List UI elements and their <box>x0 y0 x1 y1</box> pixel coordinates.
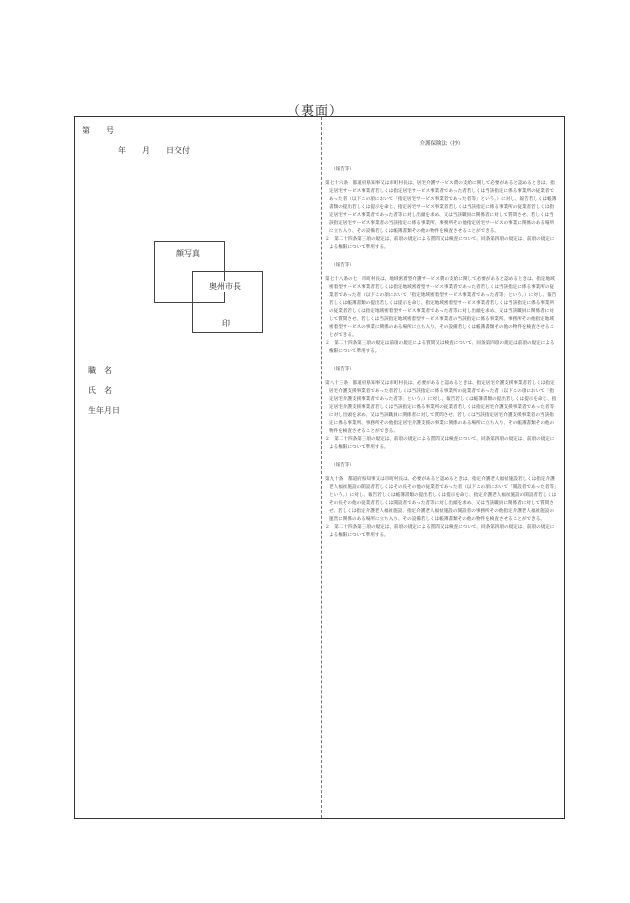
article-78-7 <box>325 262 558 356</box>
article-caption: （報告等） <box>331 167 354 172</box>
issue-date-label: 年 月 日交付 <box>118 146 190 155</box>
article-paragraph-2: ２ 第二十四条第三項の規定は、前項の規定による質問又は検査について、同条第四項の規定は、前項の規定による権限について準用する。 <box>325 525 555 538</box>
issuer-label: 奥州市長 <box>209 282 241 291</box>
article-body: 第八十三条 都道府県知事又は市町村長は、必要があると認めるときは、指定居宅介護支援事業者若しくは指定居宅介護支援事業者であった者若しくは当該指定に係る事業所の従業者であった者（以下この項において「指定居宅介護支援事業者であった者等」という。）に対し、報告若しくは帳簿書類の提出若しくは提示を命じ、指定居宅介護支援事業者若しくは当該指定に係る事業所の従業者若しくは指定居宅介護支援事業者であった者等に対し出頭を求め、又は当該職員に関係者に対して質問させ、若しくは当該指定居宅介護支援事業者の当該指定に係る事業所、事務所その他指定居宅介護支援の事業に関係のある場所に立ち入り、その帳簿書類その他の物件を検査させることができる。 <box>325 381 557 434</box>
law-title: 介護保険法（抄） <box>419 141 464 147</box>
article-90 <box>325 462 558 540</box>
article-caption: （報告等） <box>331 263 354 268</box>
article-83 <box>325 366 558 452</box>
article-caption: （報告等） <box>331 463 354 468</box>
law-excerpt <box>325 140 558 550</box>
fold-line <box>321 117 322 818</box>
article-76 <box>325 166 558 252</box>
article-body: 第九十条 都道府県知事又は市町村長は、必要があると認めるときは、指定介護老人福祉施設若しくは指定介護老人福祉施設の開設者若しくはその長その他の従業者であった者（以下この項において「開設者であった者等」という。）に対し、報告若しくは帳簿書類の提出若しくは提示を命じ、指定介護老人福祉施設の開設者若しくはその長その他の従業者若しくは開設者であった者等に対し出頭を求め、又は当該職員に関係者に対して質問させ、若しくは指定介護老人福祉施設、指定介護老人福祉施設の開設者の事務所その他指定介護老人福祉施設の運営に関係のある場所に立ち入り、その設備若しくは帳簿書類その他の物件を検査させることができる。 <box>325 477 557 522</box>
name-label: 氏 名 <box>88 386 112 395</box>
article-paragraph-2: ２ 第二十四条第三項の規定は前項の規定による質問又は検査について、同条第四項の規定は前項の規定による権限について準用する。 <box>325 341 555 354</box>
birthdate-label: 生年月日 <box>88 406 120 415</box>
job-title-label: 職 名 <box>88 366 112 375</box>
article-body: 第七十八条の七 市町村長は、地域密着型介護サービス費の支給に関して必要があると認めるときは、指定地域密着型サービス事業者若しくは指定地域密着型サービス事業者であった者若しくは当該指定に係る事業所の従業者であった者（以下この項において「指定地域密着型サービス事業者であった者等」という。）に対し、報告若しくは帳簿書類の提出若しくは提示を命じ、指定地域密着型サービス事業者若しくは当該指定に係る事業所の従業者若しくは指定地域密着型サービス事業者であった者等に対し出頭を求め、又は当該職員に関係者に対して質問させ、若しくは当該指定地域密着型サービス事業者の当該指定に係る事業所、事務所その他指定地域密着型サービスの事業に関係のある場所に立ち入り、その設備若しくは帳簿書類その他の物件を検査させることができる。 <box>325 277 557 338</box>
article-caption: （報告等） <box>331 367 354 372</box>
page-title: （裏面） <box>286 104 343 119</box>
article-body: 第七十六条 都道府県知事又は市町村長は、居宅介護サービス費の支給に関して必要があると認めるときは、指定居宅サービス事業者若しくは指定居宅サービス事業者であった者若しくは当該指定に係る事業所の従業者であった者（以下この項において「指定居宅サービス事業者であった者等」という。）に対し、報告若しくは帳簿書類の提出若しくは提示を命じ、指定居宅サービス事業者若しくは当該指定に係る事業所の従業者若しくは指定居宅サービス事業者であった者等に対し出頭を求め、又は当該職員に関係者に対して質問させ、若しくは当該指定居宅サービス事業者の当該指定に係る事業所、事務所その他指定居宅サービスの事業に関係のある場所に立ち入り、その設備若しくは帳簿書類その他の物件を検査させることができる。 <box>325 181 557 234</box>
article-paragraph-2: ２ 第二十四条第三項の規定は、前項の規定による質問又は検査について、同条第四項の規定は、前項の規定による権限について準用する。 <box>325 237 555 250</box>
photo-label: 顔写真 <box>176 249 200 258</box>
number-label: 第 号 <box>82 126 114 135</box>
article-paragraph-2: ２ 第二十四条第三項の規定は、前項の規定による質問又は検査について、同条第四項の規定は、前項の規定による権限について準用する。 <box>325 437 555 450</box>
seal-label: 印 <box>222 319 230 328</box>
